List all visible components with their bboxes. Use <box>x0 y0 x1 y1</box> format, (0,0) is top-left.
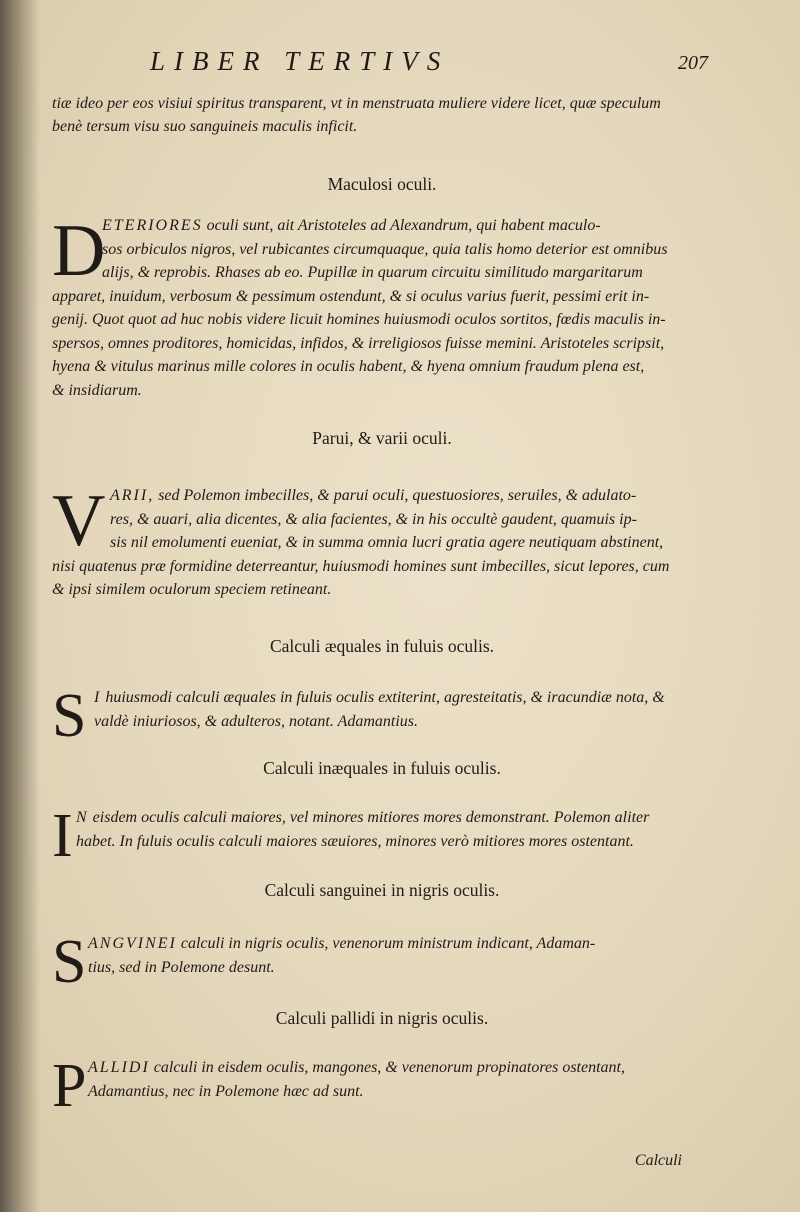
page-gutter-shadow <box>0 0 40 1212</box>
paragraph-line: & insidiarum. <box>52 381 142 399</box>
paragraph-line: apparet, inuidum, verbosum & pessimum ostendunt, & si oculus varius fuerit, pessimi erit in- <box>52 287 650 305</box>
lead-word: ARII, <box>110 487 155 504</box>
paragraph-lines <box>52 932 712 979</box>
paragraph-line: Adamantius, nec in Polemone hæc ad sunt. <box>88 1082 364 1100</box>
paragraph-line: sis nil emolumenti eueniat, & in summa omnia lucri gratia agere neutiquam abstinent, <box>110 534 664 551</box>
paragraph-lines <box>52 686 712 733</box>
paragraph-line: spersos, omnes proditores, homicidas, infidos, & irreligiosos fuisse memini. Aristoteles scripsit, <box>52 334 665 352</box>
catchword: Calculi <box>634 1152 682 1169</box>
paragraph-line: hyena & vitulus marinus mille colores in oculis habent, & hyena omnium fraudum plena est, <box>52 358 645 375</box>
paragraph-line: eisdem oculis calculi maiores, vel minores mitiores mores demonstrant. Polemon aliter <box>92 809 650 826</box>
section-paragraph <box>52 802 712 870</box>
paragraph-line: sos orbiculos nigros, vel rubicantes circumquaque, quia talis homo deterior est omnibus <box>102 240 668 258</box>
section-heading: Calculi æquales in fuluis oculis. <box>269 636 495 656</box>
paragraph-lines <box>52 480 712 602</box>
running-title: LIBER TERTIVS <box>150 46 450 76</box>
section-heading: Calculi pallidi in nigris oculis. <box>275 1008 489 1028</box>
paragraph-line: calculi in eisdem oculis, mangones, & venenorum propinatores ostentant, <box>153 1059 625 1076</box>
section-heading: Calculi sanguinei in nigris oculis. <box>264 880 500 900</box>
paragraph-line: & ipsi similem oculorum speciem retineant. <box>52 581 332 598</box>
drop-cap: S <box>52 682 87 750</box>
drop-cap: S <box>52 928 87 996</box>
paragraph-line: oculi sunt, ait Aristoteles ad Alexandrum, qui habent maculo- <box>206 217 601 234</box>
paragraph-line: calculi in nigris oculis, venenorum ministrum indicant, Adaman- <box>180 935 596 952</box>
paragraph-line: genij. Quot quot ad huc nobis videre licuit homines huiusmodi oculos sortitos, fœdis maculis in- <box>52 311 666 328</box>
section-heading: Maculosi oculi. <box>327 174 437 194</box>
paragraph-line: valdè iniuriosos, & adulteros, notant. Adamantius. <box>94 712 419 730</box>
section-paragraph <box>52 210 712 402</box>
paragraph-line: habet. In fuluis oculis calculi maiores sæuiores, minores verò mitiores mores ostentant. <box>76 832 634 850</box>
lead-word: N <box>76 809 89 826</box>
paragraph-lines <box>52 1056 712 1103</box>
lead-word: ANGVINEI <box>88 935 177 952</box>
page-header <box>150 46 708 86</box>
paragraph-lines <box>52 210 712 402</box>
section-heading: Parui, & varii oculi. <box>312 428 452 448</box>
page-number: 207 <box>678 52 708 74</box>
paragraph-line: alijs, & reprobis. Rhases ab eo. Pupillæ in quarum circuitu similitudo margaritarum <box>102 264 643 281</box>
paragraph-line: res, & auari, alia dicentes, & alia facientes, & in his occultè gaudent, quamuis ip- <box>110 510 637 528</box>
paragraph-lines <box>52 806 712 853</box>
intro-line: benè tersum visu suo sanguineis maculis inficit. <box>52 118 358 135</box>
paragraph-line: huiusmodi calculi æquales in fuluis oculis extiterint, agresteitatis, & iracundiæ nota, & <box>105 689 665 706</box>
drop-cap: D <box>52 210 106 292</box>
lead-word: I <box>94 689 102 706</box>
section-paragraph <box>52 480 712 602</box>
section-paragraph <box>52 928 712 996</box>
lead-word: ETERIORES <box>102 217 203 234</box>
section-paragraph <box>52 1052 712 1120</box>
paragraph-line: tius, sed in Polemone desunt. <box>88 958 275 976</box>
intro-line: tiæ ideo per eos visiui spiritus transparent, vt in menstruata muliere videre licet, quæ speculum <box>52 95 661 112</box>
intro-text <box>52 92 712 138</box>
section-paragraph <box>52 682 712 750</box>
lead-word: ALLIDI <box>88 1059 150 1076</box>
drop-cap: P <box>52 1052 87 1120</box>
paragraph-line: nisi quatenus præ formidine deterreantur, huiusmodi homines sunt imbecilles, sicut lepores, cum <box>52 557 670 575</box>
paragraph-line: sed Polemon imbecilles, & parui oculi, questuosiores, seruiles, & adulato- <box>158 487 637 504</box>
section-heading: Calculi inæquales in fuluis oculis. <box>263 758 501 778</box>
drop-cap: I <box>52 802 73 870</box>
drop-cap: V <box>52 480 106 562</box>
